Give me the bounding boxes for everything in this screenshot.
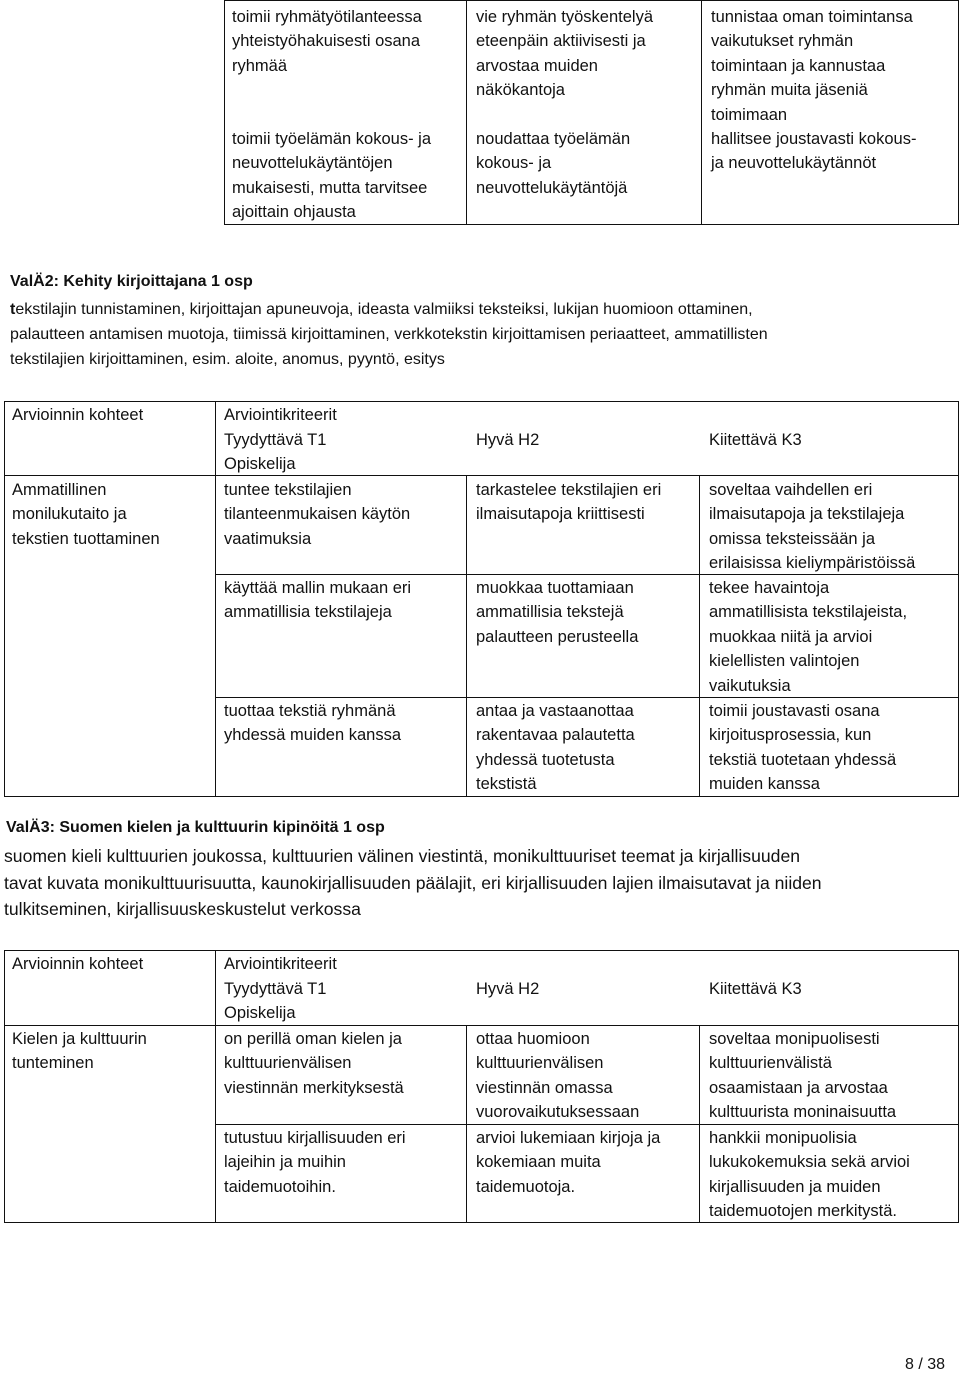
section2-row3-t1: tuottaa tekstiä ryhmänä yhdessä muiden kanssa	[224, 702, 402, 745]
section3-header-criteria: Arviointikriteerit	[224, 955, 337, 973]
section2-header-criteria: Arviointikriteerit	[224, 406, 337, 424]
top-row1-col2: vie ryhmän työskentelyä eteenpäin aktiivisesti ja arvostaa muiden näkökantoja	[476, 8, 653, 100]
section3-row2-k3: hankkii monipuolisia lukukokemuksia sekä arvioi kirjallisuuden ja muiden taidemuotojen merkitystä.	[709, 1129, 910, 1221]
section3-row2-t1: tutustuu kirjallisuuden eri lajeihin ja muihin taidemuotoihin.	[224, 1129, 406, 1196]
section2-row1-k3: soveltaa vaihdellen eri ilmaisutapoja ja tekstilajeja omissa teksteissään ja erilaisissa kieliympäristöissä	[709, 481, 916, 573]
top-row2-col1: toimii työelämän kokous- ja neuvottelukäytäntöjen mukaisesti, mutta tarvitsee ajoittain ohjausta	[232, 130, 431, 222]
section2-header-t1: Tyydyttävä T1	[224, 431, 327, 449]
section3-header-t1: Tyydyttävä T1	[224, 980, 327, 998]
top-row2-col3: hallitsee joustavasti kokous- ja neuvottelukäytännöt	[711, 130, 917, 173]
section2-description-text: ekstilajin tunnistaminen, kirjoittajan apuneuvoja, ideasta valmiiksi teksteiksi, lukijan huomioon ottaminen, palautteen antamisen muotoja, tiimissä kirjoittaminen, verkkotekstin kirjoittamisen periaatteet, ammatillisten tekstilajien kirjoittaminen, esim. aloite, anomus, pyyntö, esitys	[10, 301, 768, 368]
section3-target: Kielen ja kulttuurin tunteminen	[12, 1030, 147, 1073]
section3-description: suomen kieli kulttuurien joukossa, kulttuurien välinen viestintä, monikulttuuriset teemat ja kirjallisuuden tavat kuvata monikulttuurisuutta, kaunokirjallisuuden päälajit, eri kirjallisuuden lajien ilmaisutavat ja niiden tulkitseminen, kirjallisuuskeskustelut verkossa	[4, 846, 822, 919]
section2-header-targets: Arvioinnin kohteet	[12, 406, 144, 424]
section3-header-student: Opiskelija	[224, 1004, 296, 1022]
section2-row2-h2: muokkaa tuottamiaan ammatillisia tekstejä palautteen perusteella	[476, 579, 639, 646]
section2-target: Ammatillinen monilukutaito ja tekstien tuottaminen	[12, 481, 160, 548]
section3-header-h2: Hyvä H2	[476, 980, 540, 998]
section2-row1-t1: tuntee tekstilajien tilanteenmukaisen käytön vaatimuksia	[224, 481, 411, 548]
section2-header-h2: Hyvä H2	[476, 431, 540, 449]
section3-row1-t1: on perillä oman kielen ja kulttuurienvälisen viestinnän merkityksestä	[224, 1030, 404, 1097]
section3-row1-k3: soveltaa monipuolisesti kulttuurienvälistä osaamistaan ja arvostaa kulttuurista moninaisuutta	[709, 1030, 897, 1122]
section2-row3-k3: toimii joustavasti osana kirjoitusprosessia, kun tekstiä tuotetaan yhdessä muiden kanssa	[709, 702, 897, 794]
section2-row2-t1: käyttää mallin mukaan eri ammatillisia tekstilajeja	[224, 579, 412, 622]
section2-header-student: Opiskelija	[224, 455, 296, 473]
top-row1-col1: toimii ryhmätyötilanteessa yhteistyöhakuisesti osana ryhmää	[232, 8, 422, 75]
section2-description	[10, 297, 955, 372]
section2-row3-h2: antaa ja vastaanottaa rakentavaa palautetta yhdessä tuotetusta tekstistä	[476, 702, 635, 794]
section3-row2-h2: arvioi lukemiaan kirjoja ja kokemiaan muita taidemuotoja.	[476, 1129, 661, 1196]
section2-header-k3: Kiitettävä K3	[709, 431, 802, 449]
section2-row2-k3: tekee havaintoja ammatillisista tekstilajeista, muokkaa niitä ja arvioi kielellisten valintojen vaikutuksia	[709, 579, 908, 695]
section3-header-targets: Arvioinnin kohteet	[12, 955, 144, 973]
top-row2-col2: noudattaa työelämän kokous- ja neuvottelukäytäntöjä	[476, 130, 631, 197]
section3-heading: ValÄ3: Suomen kielen ja kulttuurin kipinöitä 1 osp	[6, 819, 385, 836]
section2-heading: ValÄ2: Kehity kirjoittajana 1 osp	[10, 273, 253, 290]
page-number: 8 / 38	[905, 1356, 946, 1373]
section3-header-k3: Kiitettävä K3	[709, 980, 802, 998]
section2-description-initial: t	[10, 301, 16, 318]
section3-row1-h2: ottaa huomioon kulttuurienvälisen viestinnän omassa vuorovaikutuksessaan	[476, 1030, 640, 1122]
top-row1-col3: tunnistaa oman toimintansa vaikutukset ryhmän toimintaan ja kannustaa ryhmän muita jäseniä toimimaan	[711, 8, 913, 124]
section2-row1-h2: tarkastelee tekstilajien eri ilmaisutapoja kriittisesti	[476, 481, 662, 524]
